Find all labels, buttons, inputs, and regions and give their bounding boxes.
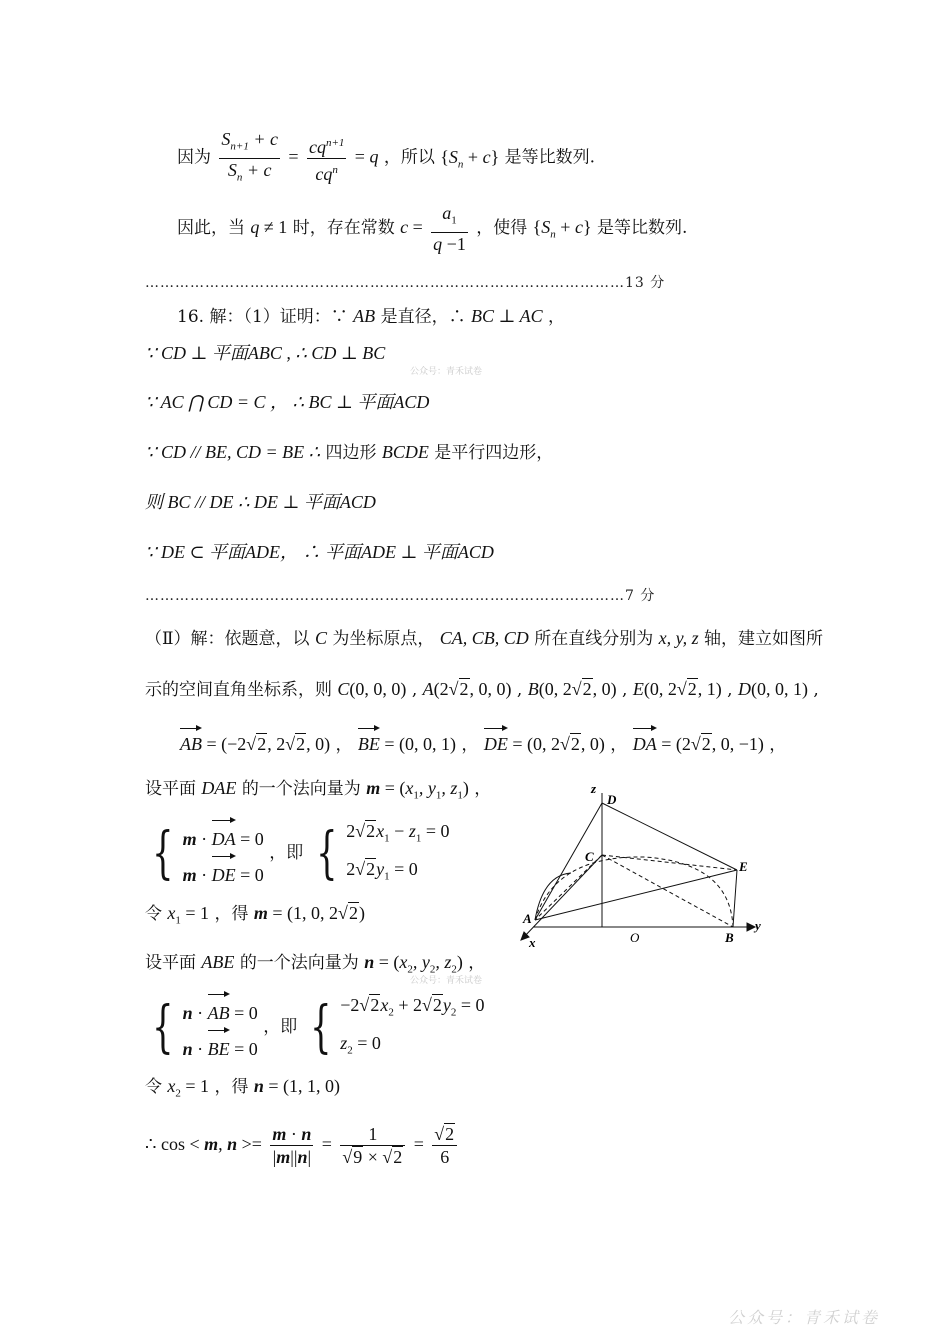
normal-n-heading: 设平面 ABE 的一个法向量为 $n = (x_2$, $y_2$, $z_2$) ， bbox=[145, 952, 486, 976]
line-de-perp: 则 BC // DE ∴ DE ⊥ 平面ACD bbox=[145, 492, 376, 512]
vectors-line: AB = (−2√2, 2√2, 0) ， BE = (0, 0, 1) ， DE = (0, 2√2, 0) ， DA = (2√2, 0, −1) ， bbox=[180, 726, 786, 757]
x-axis bbox=[523, 855, 602, 938]
part2-line2: 示的空间直角坐标系，则 C(0, 0, 0) , A(2√2, 0, 0) , B(0, 2√2, 0) , E(0, 2√2, 1) , D(0, 0, 1) , bbox=[145, 679, 819, 700]
edge-ca-dashed bbox=[535, 855, 602, 920]
cq-fraction: $\frac{cq^{n+1}}{cq^n}$ bbox=[307, 132, 346, 185]
part2-line1: （Ⅱ）解：依题意，以 C 为坐标原点， CA, CB, CD 所在直线分别为 x, y, z 轴，建立如图所 bbox=[145, 628, 824, 649]
q16-heading: 16. 解：（1）证明：∵ AB 是直径，∴ BC ⊥ AC ， bbox=[177, 306, 566, 327]
system-n: { n · AB = 0 n · BE = 0 ，即 { $-2√2x_2 + 2√2y_2 = 0$ $z_2 = 0$ bbox=[145, 990, 485, 1065]
c-fraction: $\frac{a_1}{q -1}$ bbox=[433, 203, 466, 254]
line-plane-perp: ∵ DE ⊂ 平面ADE， ∴ 平面ADE ⊥ 平面ACD bbox=[145, 542, 494, 562]
label-o: O bbox=[630, 930, 640, 945]
label-x: x bbox=[529, 935, 536, 950]
line-parallelogram: ∵ CD // BE, CD = BE ∴ 四边形 BCDE 是平行四边形， bbox=[145, 442, 554, 463]
label-z: z bbox=[591, 781, 597, 796]
cos-result: ∴ cos < m, n >= $\frac{m \cdot n}{|m||n|}$ = $\frac{1}{√9 \times √2}$ = $\frac{√2}{6}$ bbox=[145, 1123, 460, 1168]
line-cd-perp: ∵ CD ⊥ 平面ABC , ∴ CD ⊥ BC bbox=[145, 343, 386, 363]
geometry-figure bbox=[515, 775, 775, 950]
line-ac-cap-cd: ∵ AC ⋂ CD = C ， ∴ BC ⊥ 平面ACD bbox=[145, 392, 430, 412]
let-x2: 令 $x_2 = 1$ ，得 n = (1, 1, 0) bbox=[145, 1076, 341, 1100]
label-d: D bbox=[607, 792, 617, 807]
line-geometric-ratio: 因为 $\frac{S_{n+1} + c}{S_n + c}$ = $\frac{cq^{n+1}}{cq^n}$ = q ，所以 $\{S_n + c\}$ 是等比数列. bbox=[177, 128, 595, 188]
label-b: B bbox=[725, 930, 734, 945]
let-x1: 令 $x_1 = 1$ ，得 m = (1, 0, 2√2) bbox=[145, 903, 365, 927]
label-e: E bbox=[739, 859, 748, 874]
watermark-small: 公众号：青禾试卷 bbox=[410, 367, 483, 377]
label-a: A bbox=[523, 911, 532, 926]
score-7: ……………………………………………………………………………………7 分 bbox=[145, 588, 656, 604]
line-constant-c: 因此，当 q ≠ 1 时，存在常数 c = $\frac{a_1}{q -1}$ ，使得 $\{S_n + c\}$ 是等比数列. bbox=[177, 203, 688, 254]
edge-cb-dashed bbox=[602, 855, 733, 927]
label-y: y bbox=[755, 918, 761, 933]
ratio-fraction: $\frac{S_{n+1} + c}{S_n + c}$ bbox=[221, 129, 278, 184]
y-axis-arrow-icon bbox=[747, 923, 755, 931]
normal-m-heading: 设平面 DAE 的一个法向量为 $m = (x_1$, $y_1$, $z_1$) ， bbox=[145, 778, 492, 802]
watermark-small-2: 公众号：青禾试卷 bbox=[410, 976, 483, 986]
arc-solid bbox=[535, 873, 571, 920]
score-13: ……………………………………………………………………………………13 分 bbox=[145, 275, 666, 291]
edge-eb bbox=[733, 870, 737, 927]
footer-watermark: 公众号：青禾试卷 bbox=[727, 1308, 880, 1327]
system-m: { m · DA = 0 m · DE = 0 ，即 { $2√2x_1 - z_1 = 0$ $2√2y_1 = 0$ bbox=[145, 816, 449, 891]
label-c: C bbox=[585, 849, 594, 864]
